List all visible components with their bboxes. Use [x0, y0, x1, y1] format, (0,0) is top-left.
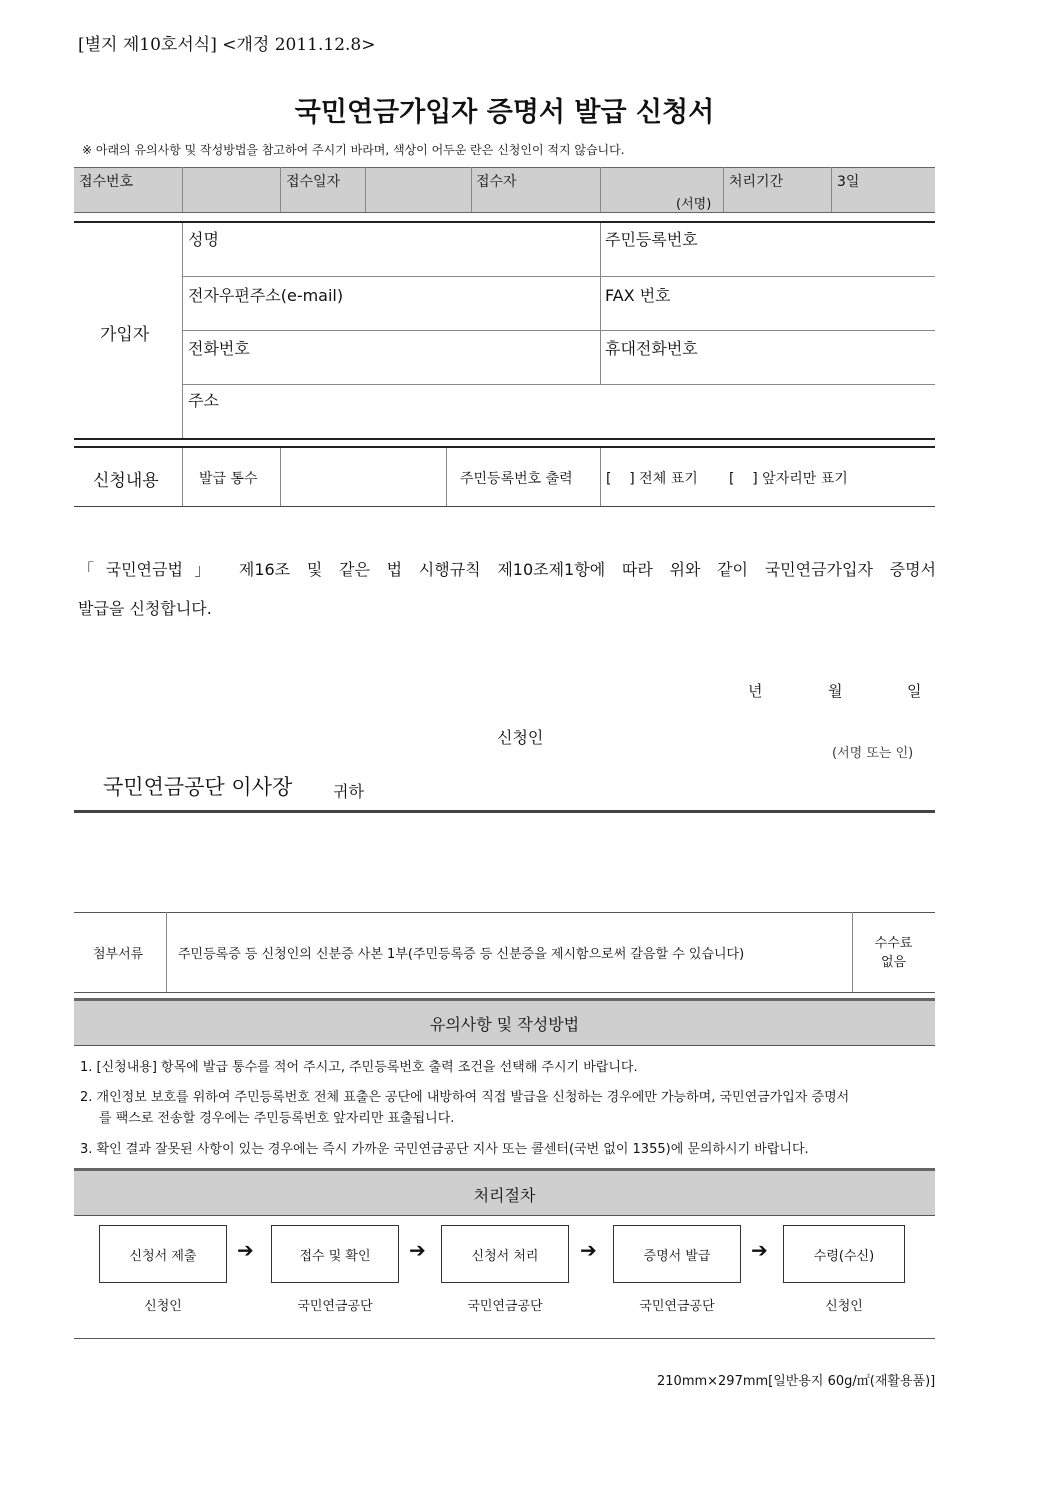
process-actor-3: 국민연금공단 [467, 1299, 543, 1314]
addressee-name: 국민연금공단 이사장 [103, 775, 293, 799]
process-actor-2: 국민연금공단 [297, 1299, 373, 1314]
email-label: 전자우편주소(e-mail) [188, 286, 344, 305]
mobile-label: 휴대전화번호 [605, 339, 698, 358]
fax-label: FAX 번호 [605, 286, 671, 305]
receiver-label: 접수자 [476, 174, 517, 190]
arrow-right-icon: ➔ [237, 1238, 254, 1262]
page-title: 국민연금가입자 증명서 발급 신청서 [294, 97, 715, 128]
receipt-date-label: 접수일자 [286, 174, 341, 190]
process-step-5: 수령(수신) [783, 1225, 905, 1283]
statement-line-2: 발급을 신청합니다. [78, 599, 212, 618]
statement-line-1: 「국민연금법」 제16조 및 같은 법 시행규칙 제10조제1항에 따라 위와 같이 국민연금가입자 증명서 [78, 560, 936, 579]
processing-period-label: 처리기간 [729, 174, 784, 190]
applicant-sign-hint: (서명 또는 인) [832, 746, 914, 761]
process-actor-4: 국민연금공단 [639, 1299, 715, 1314]
process-step-4: 증명서 발급 [613, 1225, 741, 1283]
process-step-2: 접수 및 확인 [271, 1225, 399, 1283]
form-reference: [별지 제10호서식] <개정 2011.12.8> [78, 35, 376, 55]
month-label: 월 [828, 682, 843, 700]
applicant-label: 신청인 [497, 728, 544, 747]
note-item-2a: 2. 개인정보 보호를 위하여 주민등록번호 전체 표출은 공단에 내방하여 직접 발급을 신청하는 경우에만 가능하며, 국민연금가입자 증명서 [80, 1090, 850, 1105]
receipt-number-label: 접수번호 [79, 174, 134, 190]
process-step-3: 신청서 처리 [441, 1225, 569, 1283]
receiver-signature-label: (서명) [676, 197, 712, 212]
notes-title: 유의사항 및 작성방법 [429, 1015, 580, 1034]
name-label: 성명 [188, 230, 219, 249]
paper-spec: 210mm×297mm[일반용지 60g/㎡(재활용품)] [657, 1374, 936, 1389]
addressee-suffix: 귀하 [333, 782, 364, 801]
attachment-label: 첨부서류 [93, 947, 144, 962]
subscriber-section-label: 가입자 [100, 325, 150, 345]
phone-label: 전화번호 [188, 339, 250, 358]
note-item-2b: 를 팩스로 전송할 경우에는 주민등록번호 앞자리만 표출됩니다. [99, 1111, 455, 1126]
day-label: 일 [907, 682, 922, 700]
rrn-option-front[interactable]: [ ] 앞자리만 표기 [729, 471, 848, 487]
attachment-content: 주민등록증 등 신청인의 신분증 사본 1부(주민등록증 등 신분증을 제시함으로써 갈음할 수 있습니다) [178, 947, 745, 962]
rrn-output-label: 주민등록번호 출력 [460, 471, 573, 487]
note-item-1: 1. [신청내용] 항목에 발급 통수를 적어 주시고, 주민등록번호 출력 조건을 선택해 주시기 바랍니다. [80, 1060, 638, 1075]
fee-value: 없음 [880, 955, 907, 970]
request-section-label: 신청내용 [93, 471, 159, 491]
arrow-right-icon: ➔ [409, 1238, 426, 1262]
rrn-option-full[interactable]: [ ] 전체 표기 [606, 471, 698, 487]
fee-label: 수수료 [874, 936, 913, 951]
process-actor-1: 신청인 [144, 1299, 182, 1314]
copies-label: 발급 통수 [199, 471, 258, 487]
process-title: 처리절차 [473, 1186, 536, 1205]
arrow-right-icon: ➔ [751, 1238, 768, 1262]
note-item-3: 3. 확인 결과 잘못된 사항이 있는 경우에는 즉시 가까운 국민연금공단 지사 또는 콜센터(국번 없이 1355)에 문의하시기 바랍니다. [80, 1142, 809, 1157]
rrn-label: 주민등록번호 [605, 230, 698, 249]
processing-period-value: 3일 [837, 174, 860, 190]
address-label: 주소 [188, 391, 219, 410]
process-step-1: 신청서 제출 [99, 1225, 227, 1283]
year-label: 년 [748, 682, 763, 700]
arrow-right-icon: ➔ [580, 1238, 597, 1262]
notice-text: ※ 아래의 유의사항 및 작성방법을 참고하여 주시기 바라며, 색상이 어두운 란은 신청인이 적지 않습니다. [82, 143, 625, 157]
process-actor-5: 신청인 [825, 1299, 863, 1314]
